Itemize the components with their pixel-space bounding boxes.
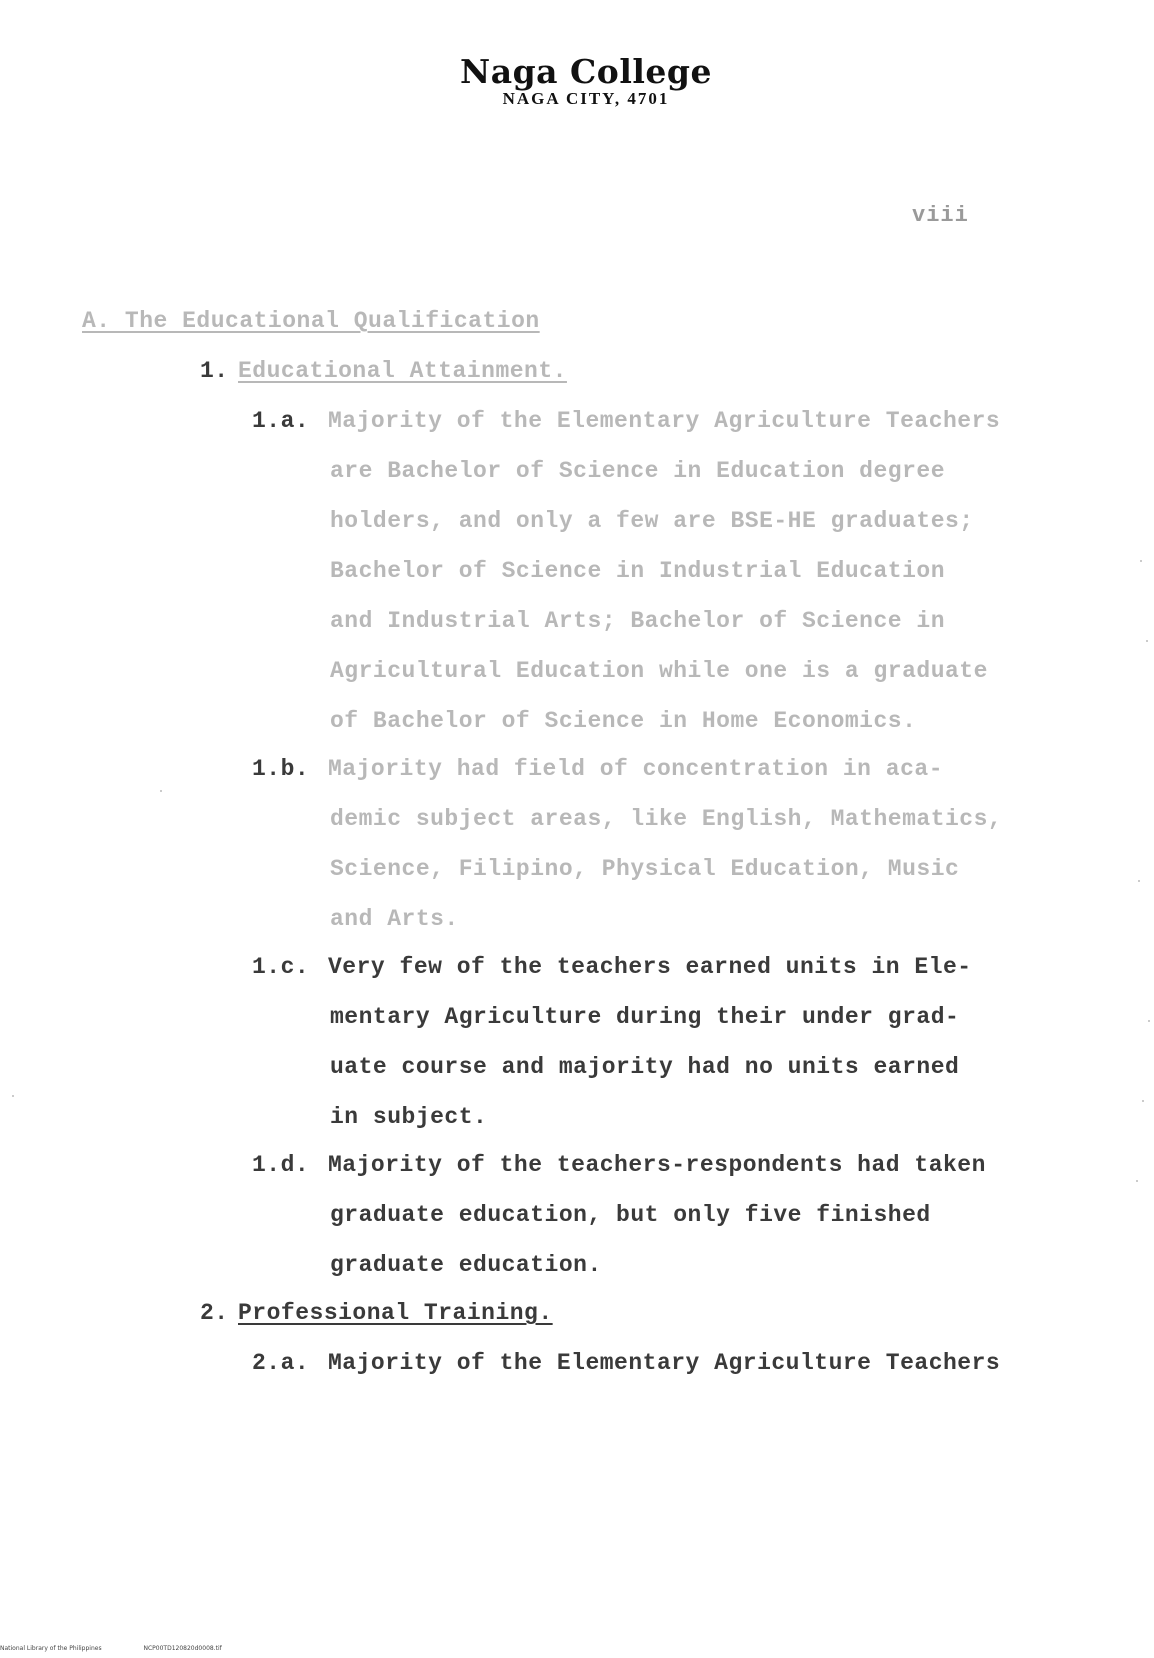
- subsection-2-heading: [200, 1287, 553, 1339]
- item-1a-line: Agricultural Education while one is a graduate: [330, 658, 988, 684]
- institution-name: Naga College: [460, 52, 712, 91]
- subsection-2-title: Professional Training.: [238, 1300, 553, 1326]
- item-2a: [252, 1337, 1000, 1389]
- item-1a: [252, 395, 1000, 447]
- item-1b-number: 1.b.: [252, 756, 310, 782]
- item-1d-line: graduate education, but only five finished: [330, 1202, 931, 1228]
- subsection-1-title: Educational Attainment.: [238, 358, 567, 384]
- item-1b-line: Majority had field of concentration in aca-: [328, 756, 943, 782]
- item-2a-number: 2.a.: [252, 1350, 310, 1376]
- scan-footer: [0, 1645, 262, 1652]
- item-1a-line: are Bachelor of Science in Education degree: [330, 458, 945, 484]
- item-1c-number: 1.c.: [252, 954, 310, 980]
- item-1a-line: holders, and only a few are BSE-HE graduates;: [330, 508, 974, 534]
- section-heading: A. The Educational Qualification: [82, 308, 540, 334]
- item-1a-line: of Bachelor of Science in Home Economics.: [330, 708, 917, 734]
- page-number: viii: [912, 203, 969, 228]
- item-1b-line: Science, Filipino, Physical Education, Music: [330, 856, 960, 882]
- item-1b-line: demic subject areas, like English, Mathematics,: [330, 806, 1003, 832]
- item-2a-line: Majority of the Elementary Agriculture Teachers: [328, 1350, 1001, 1376]
- institution-city: NAGA CITY, 4701: [502, 89, 670, 108]
- item-1b-line: and Arts.: [330, 906, 459, 932]
- item-1d-number: 1.d.: [252, 1152, 310, 1178]
- item-1c-line: in subject.: [330, 1104, 488, 1130]
- item-1d: [252, 1139, 986, 1191]
- item-1d-line: Majority of the teachers-respondents had taken: [328, 1152, 986, 1178]
- item-1a-line: Bachelor of Science in Industrial Education: [330, 558, 945, 584]
- subsection-1-heading: [200, 345, 567, 397]
- item-1c-line: uate course and majority had no units earned: [330, 1054, 960, 1080]
- item-1a-number: 1.a.: [252, 408, 310, 434]
- footer-library: National Library of the Philippines: [0, 1645, 102, 1652]
- item-1a-line: Majority of the Elementary Agriculture Teachers: [328, 408, 1001, 434]
- letterhead: [0, 52, 1154, 109]
- item-1d-line: graduate education.: [330, 1252, 602, 1278]
- subsection-1-number: 1.: [200, 358, 229, 384]
- item-1a-line: and Industrial Arts; Bachelor of Science in: [330, 608, 945, 634]
- item-1c: [252, 941, 972, 993]
- footer-file-id: NCP00TD120820d0008.tif: [143, 1645, 222, 1652]
- item-1c-line: mentary Agriculture during their under grad-: [330, 1004, 960, 1030]
- item-1b: [252, 743, 943, 795]
- subsection-2-number: 2.: [200, 1300, 229, 1326]
- item-1c-line: Very few of the teachers earned units in Ele-: [328, 954, 972, 980]
